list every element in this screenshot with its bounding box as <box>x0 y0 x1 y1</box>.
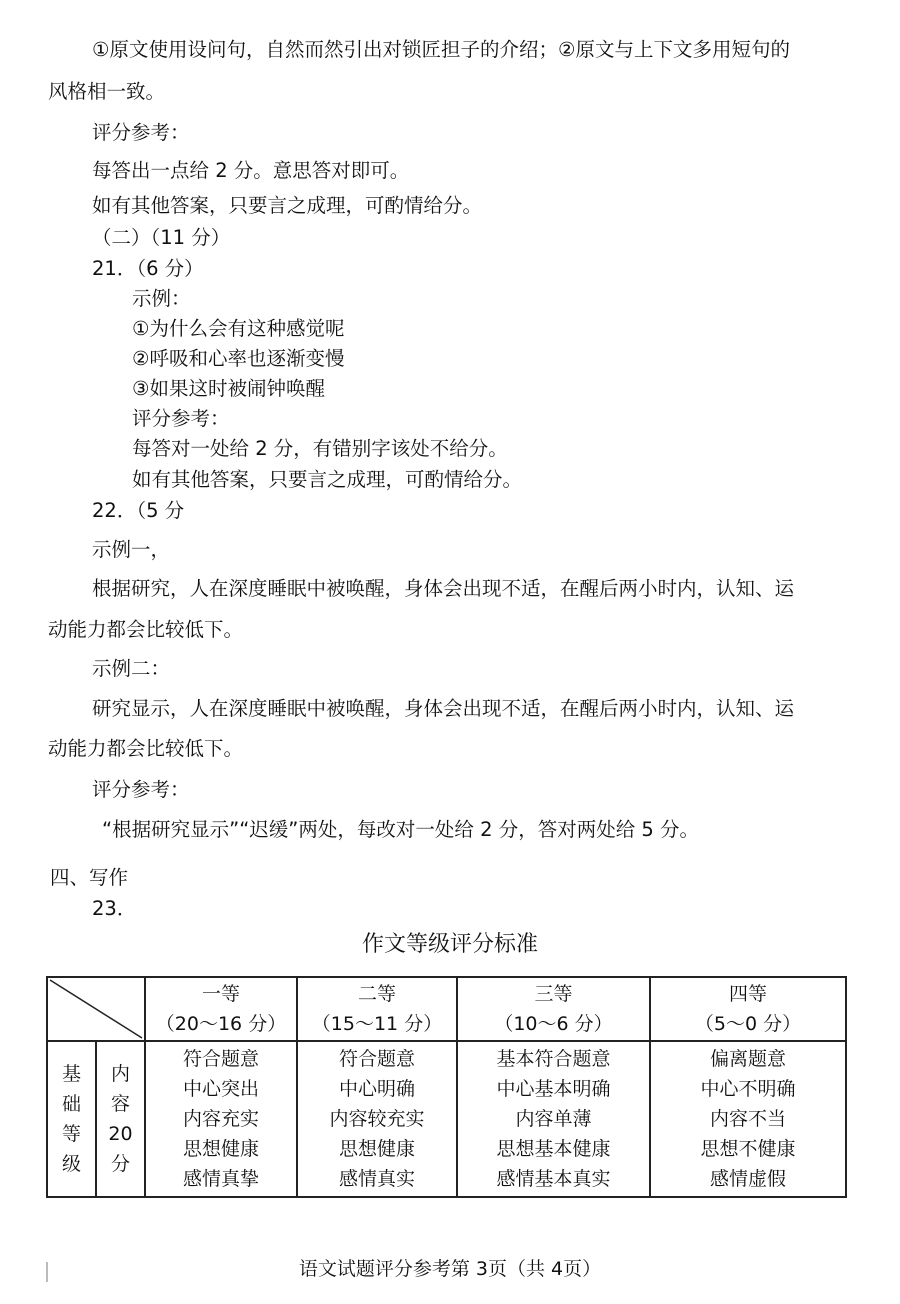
criterion: 符合题意 <box>182 1048 259 1070</box>
sub-label-char: 20 <box>108 1123 133 1145</box>
row-label-basic-level <box>47 1041 96 1197</box>
section-heading: 四、写作 <box>50 866 129 889</box>
criterion: 中心不明确 <box>700 1078 796 1100</box>
grade-header <box>145 977 297 1041</box>
grade-header <box>650 977 846 1041</box>
scoring-rule: 每答出一点给 2 分。意思答对即可。 <box>92 159 410 182</box>
criterion: 思想不健康 <box>700 1138 796 1160</box>
criterion: 内容单薄 <box>515 1108 592 1130</box>
criterion: 感情真实 <box>338 1168 415 1190</box>
criterion: 感情虚假 <box>709 1168 786 1190</box>
example-text-line-1: 研究显示，人在深度睡眠中被唤醒，身体会出现不适，在醒后两小时内，认知、运 <box>92 697 795 720</box>
criterion: 中心基本明确 <box>496 1078 611 1100</box>
example-item: ①为什么会有这种感觉呢 <box>132 317 345 340</box>
criterion: 符合题意 <box>338 1048 415 1070</box>
criterion: 感情真挚 <box>182 1168 259 1190</box>
criterion: 思想基本健康 <box>496 1138 611 1160</box>
scoring-rule: 每答对一处给 2 分，有错别字该处不给分。 <box>132 437 508 460</box>
example-heading: 示例二： <box>92 657 171 680</box>
example-heading: 示例： <box>132 287 191 310</box>
grade-header <box>297 977 457 1041</box>
criterion: 思想健康 <box>182 1138 259 1160</box>
criterion: 偏离题意 <box>709 1048 786 1070</box>
grade-name: 二等 <box>357 983 396 1005</box>
criteria-cell-grade-4 <box>650 1041 846 1197</box>
grade-header <box>457 977 650 1041</box>
grade-range: （5～0 分） <box>694 1013 802 1035</box>
page-footer: 语文试题评分参考第 3页（共 4页） <box>298 1258 602 1280</box>
grading-table <box>46 976 847 1198</box>
diagonal-line <box>48 978 144 1040</box>
criteria-cell-grade-1 <box>145 1041 297 1197</box>
row-label-char: 等 <box>61 1123 81 1145</box>
grading-table-content-row <box>47 1041 846 1197</box>
section-heading: （二）（11 分） <box>92 226 231 249</box>
answer-20-text-line-2: 风格相一致。 <box>48 80 166 103</box>
criterion: 基本符合题意 <box>496 1048 611 1070</box>
sub-label-char: 分 <box>110 1153 130 1175</box>
sub-label-char: 容 <box>110 1093 130 1115</box>
grade-name: 四等 <box>728 983 767 1005</box>
example-item: ②呼吸和心率也逐渐变慢 <box>132 347 345 370</box>
question-number: 23． <box>92 897 137 920</box>
criteria-cell-grade-3 <box>457 1041 650 1197</box>
criterion: 中心突出 <box>182 1078 259 1100</box>
scoring-reference-heading: 评分参考： <box>92 778 190 801</box>
grading-table-title: 作文等级评分标准 <box>361 932 538 957</box>
grade-range: （10～6 分） <box>494 1013 613 1035</box>
example-text-line-2: 动能力都会比较低下。 <box>48 737 244 760</box>
question-number: 22．（5 分 <box>92 499 185 522</box>
criteria-cell-grade-2 <box>297 1041 457 1197</box>
grade-name: 一等 <box>201 983 240 1005</box>
sub-label-char: 内 <box>110 1063 130 1085</box>
example-text-line-2: 动能力都会比较低下。 <box>48 618 244 641</box>
grade-range: （20～16 分） <box>155 1013 287 1035</box>
example-item: ③如果这时被闹钟唤醒 <box>132 377 325 400</box>
question-number: 21．（6 分） <box>92 257 204 280</box>
example-text-line-1: 根据研究，人在深度睡眠中被唤醒，身体会出现不适，在醒后两小时内，认知、运 <box>92 577 795 600</box>
criterion: 感情基本真实 <box>496 1168 611 1190</box>
grade-name: 三等 <box>534 983 573 1005</box>
answer-20-text-line-1: ①原文使用设问句，自然而然引出对锁匠担子的介绍；②原文与上下文多用短句的 <box>92 38 790 61</box>
row-label-char: 础 <box>61 1093 81 1115</box>
scoring-reference-heading: 评分参考： <box>132 407 230 430</box>
row-label-content-20 <box>96 1041 145 1197</box>
scoring-reference-heading: 评分参考： <box>92 121 190 144</box>
diagonal-corner-cell <box>47 977 145 1041</box>
criterion: 内容充实 <box>182 1108 259 1130</box>
row-label-char: 基 <box>61 1063 81 1085</box>
scoring-rule: 如有其他答案，只要言之成理，可酌情给分。 <box>92 194 483 217</box>
criterion: 内容不当 <box>709 1108 786 1130</box>
scoring-rule: “根据研究显示”“迟缓”两处，每改对一处给 2 分，答对两处给 5 分。 <box>102 818 700 841</box>
scoring-rule: 如有其他答案，只要言之成理，可酌情给分。 <box>132 468 523 491</box>
grading-table-header-row <box>47 977 846 1041</box>
row-label-char: 级 <box>61 1153 81 1175</box>
criterion: 内容较充实 <box>329 1108 425 1130</box>
grade-range: （15～11 分） <box>311 1013 443 1035</box>
example-heading: 示例一， <box>92 538 171 561</box>
criterion: 思想健康 <box>338 1138 415 1160</box>
criterion: 中心明确 <box>338 1078 415 1100</box>
